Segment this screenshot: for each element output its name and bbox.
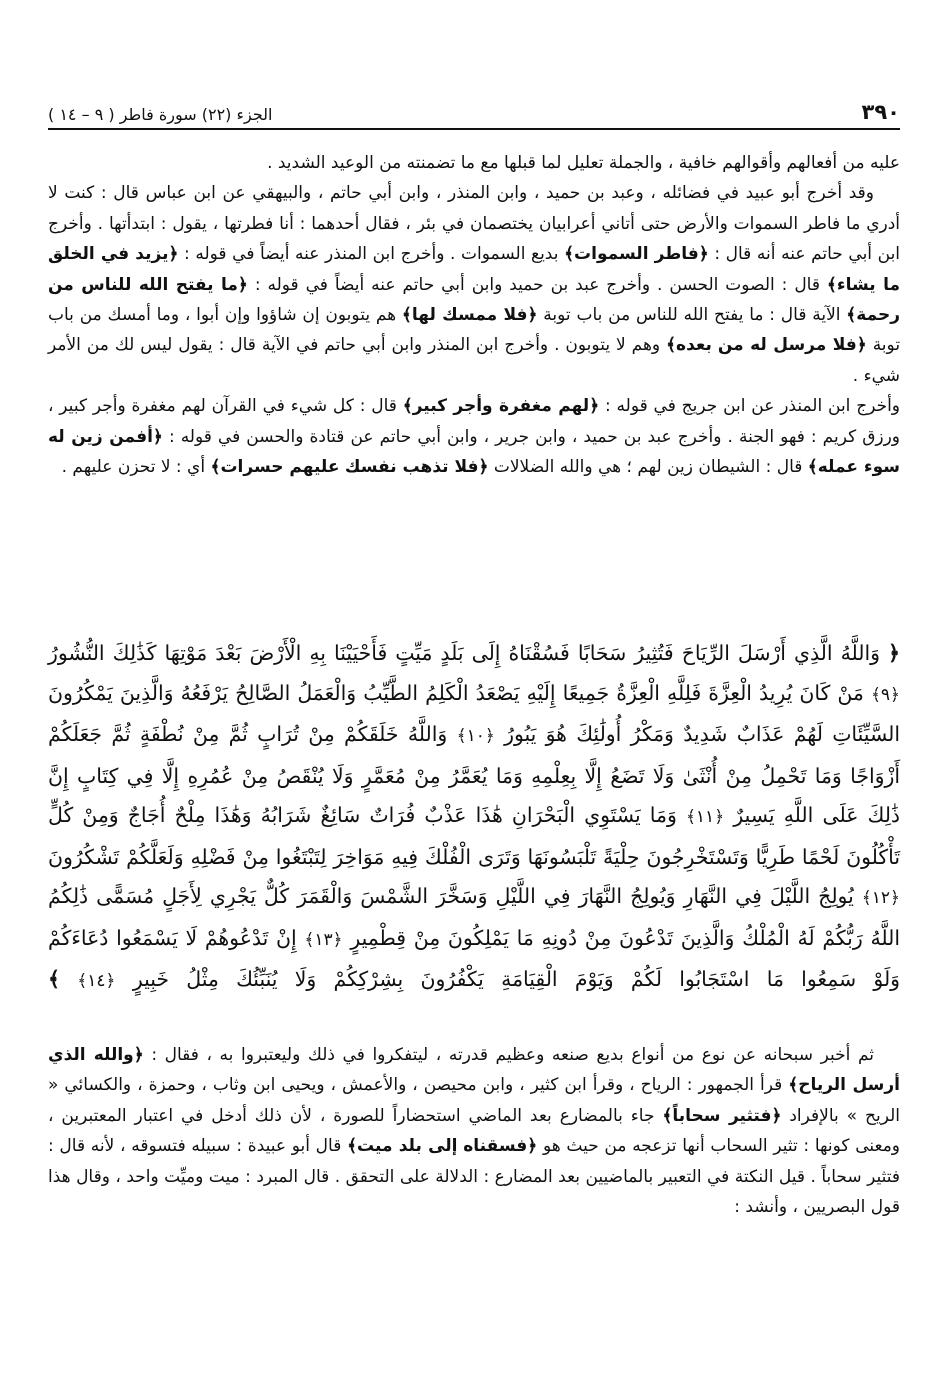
commentary-top xyxy=(48,148,900,482)
text-line: قال : كل شيء في القرآن لهم مغفرة xyxy=(131,396,397,417)
text-line: قال : كنت لا أدري ما فاطر السموات والأرض حتى أتاني أعرابيان يختصمان في بئر ، فقال أحدهما : أنا xyxy=(48,183,900,234)
quoted-verse: لهم مغفرة وأجر كبير xyxy=(412,396,590,417)
commentary-paragraph: ثم أخبر سبحانه عن نوع من أنواع بديع صنعه وعظيم قدرته ، ليتفكروا في ذلك وليعتبروا به ، فقال : ﴿والله الذي أرسل الرياح﴾ قرأ الجمهور : الرياح ، وقرأ ابن كثير ، وابن محيصن ، والأعمش ، ويحيى ابن وثاب ، وحمزة ، والكسائي « الريح » بالإفراد ﴿فتثير سحاباً﴾ جاء بالمضارع بعد الماضي استحضاراً للصورة ، لأن ذلك أدخل في اعتبار المعتبرين ، ومعنى كونها : تثير السحاب أنها تزعجه من حيث هو ﴿فسقناه إلى بلد ميت﴾ قال أبو عبيدة : سبيله فتسوقه ، لأنه قال : فتثير سحاباً . قيل النكتة في التعبير بالماضيين بعد المضارع : الدلالة على التحقق . قال المبرد : ميت وميِّت واحد ، وقال هذا قول البصريين ، وأنشد : xyxy=(48,1045,901,1218)
text-line: فطرتها ، يقول : ابتدأتها . وأخرج ابن أبي حاتم عنه أنه قال : xyxy=(48,213,901,265)
text-line: ابن وثاب ، وحمزة ، والكسائي « الريح » بالإفراد xyxy=(48,1075,900,1126)
verse-12: وَمَا يَسْتَوِي الْبَحْرَانِ هَٰذَا عَذْبٌ فُرَاتٌ سَائِغٌ شَرَابُهُ وَهَٰذَا مِلْحٌ أُجَاجٌ وَمِنْ كُلٍّ تَأْكُلُونَ لَحْمًا طَرِيًّا وَتَسْتَخْرِجُونَ حِلْيَةً تَلْبَسُونَهَا وَتَرَى الْفُلْكَ فِيهِ مَوَاخِرَ لِتَبْتَغُوا مِنْ فَضْلِهِ وَلَعَلَّكُمْ تَشْكُرُونَ xyxy=(48,803,900,869)
verse-10: مَنْ كَانَ يُرِيدُ الْعِزَّةَ فَلِلَّهِ الْعِزَّةُ جَمِيعًا إِلَيْهِ يَصْعَدُ الْكَلِمُ الطَّيِّبُ وَالْعَمَلُ الصَّالِحُ يَرْفَعُهُ وَالَّذِينَ يَمْكُرُونَ السَّيِّئَاتِ لَهُمْ عَذَابٌ شَدِيدٌ وَمَكْرُ أُولَٰئِكَ هُوَ يَبُورُ xyxy=(48,680,901,746)
commentary-paragraph: وقد أخرج أبو عبيد في فضائله ، وعبد بن حميد ، وابن المنذر ، وابن أبي حاتم ، والبيهقي عن ابن عباس قال : كنت لا أدري ما فاطر السموات والأرض حتى أتاني أعرابيان يختصمان في بئر ، فقال أحدهما : أنا فطرتها ، يقول : ابتدأتها . وأخرج ابن أبي حاتم عنه أنه قال : ﴿فاطر السموات﴾ بديع السموات . وأخرج ابن المنذر عنه أيضاً في قوله : ﴿يزيد في الخلق ما يشاء﴾ قال : الصوت الحسن . وأخرج عبد بن حميد وابن أبي حاتم عنه أيضاً في قوله : ﴿ما يفتح الله للناس من رحمة﴾ الآية قال : ما يفتح الله للناس من باب توبة ﴿فلا ممسك لها﴾ هم يتوبون إن شاؤوا وإن أبوا ، وما أمسك من باب توبة ﴿فلا مرسل له من بعده﴾ وهم لا يتوبون . وأخرج ابن المنذر وابن أبي حاتم في الآية قال : يقول ليس لك من الأمر شيء . xyxy=(48,183,901,386)
text-line: أي : لا تحزن عليهم . xyxy=(61,457,206,478)
text-line: توبة xyxy=(543,305,571,326)
quoted-verse: فلا ممسك لها xyxy=(411,305,528,326)
text-line: قال أبو عبيدة : سبيله فتسوقه ، لأنه قال : فتثير سحاباً . قيل النكتة في التعبير بالماضيين بعد xyxy=(48,1136,900,1187)
quoted-verse: فسقناه xyxy=(463,1136,528,1157)
verse-end-marker: ﴿١٤﴾ xyxy=(77,971,116,991)
text-line: في قوله : xyxy=(168,426,241,447)
quoted-verse: أفمن زين له سوء عمله xyxy=(48,426,900,478)
text-line: الآية قال : ما يفتح الله للناس من باب xyxy=(576,305,841,326)
commentary-paragraph xyxy=(48,148,900,178)
verse-end-marker: ﴿١٢﴾ xyxy=(861,888,900,908)
running-title: الجزء (٢٢) سورة فاطر ( ٩ – ١٤ ) xyxy=(48,105,273,124)
verse-13: يُولِجُ اللَّيْلَ فِي النَّهَارِ وَيُولِجُ النَّهَارَ فِي اللَّيْلِ وَسَخَّرَ الشَّمْسَ وَالْقَمَرَ كُلٌّ يَجْرِي لِأَجَلٍ مُسَمًّى ذَٰلِكُمُ اللَّهُ رَبُّكُمْ لَهُ الْمُلْكُ وَالَّذِينَ تَدْعُونَ مِنْ دُونِهِ مَا يَمْلِكُونَ مِنْ قِطْمِيرٍ xyxy=(48,884,901,950)
text-line: للصورة ، لأن ذلك أدخل في اعتبار المعتبرين ، ومعنى كونها : تثير السحاب أنها تزعجه من حيث هو xyxy=(48,1105,901,1157)
quoted-verse: ما يفتح الله للناس من رحمة xyxy=(48,274,901,326)
verse-14: إِنْ تَدْعُوهُمْ لَا يَسْمَعُوا دُعَاءَكُمْ وَلَوْ سَمِعُوا مَا اسْتَجَابُوا لَكُمْ وَيَوْمَ الْقِيَامَةِ يَكْفُرُونَ بِشِرْكِكُمْ وَلَا يُنَبِّئُكَ مِثْلُ خَبِيرٍ xyxy=(48,925,901,991)
quoted-verse: فلا مرسل له من xyxy=(717,335,857,356)
verse-end-marker: ﴿١١﴾ xyxy=(685,807,725,827)
quoted-verse: يزيد في الخلق ما يشاء xyxy=(48,244,901,295)
quoted-verse: فلا تذهب نفسك xyxy=(344,457,479,478)
text-line: قال : الصوت الحسن . وأخرج عبد بن حميد xyxy=(509,274,820,295)
text-line: عليه من أفعالهم وأقوالهم خافية ، والجملة تعليل لما قبلها مع ما تضمنته من الوعيد الشديد . xyxy=(267,153,900,173)
text-line: قرأ الجمهور : الرياح ، وقرأ ابن كثير ، وابن محيصن ، والأعمش ، ويحيى xyxy=(281,1075,783,1096)
text-line: وابن أبي حاتم عنه أيضاً في قوله : xyxy=(254,274,503,295)
quoted-verse: عليهم حسرات xyxy=(220,457,340,478)
quoted-verse: فتثير سحاباً xyxy=(672,1105,772,1126)
commentary-paragraph: وأخرج ابن المنذر عن ابن جريج في قوله : ﴿لهم مغفرة وأجر كبير﴾ قال : كل شيء في القرآن لهم مغفرة وأجر كبير ، ورزق كريم : فهو الجنة . وأخرج عبد بن حميد ، وابن جرير ، وابن أبي حاتم عن قتادة والحسن في قوله : ﴿أفمن زين له سوء عمله﴾ قال : الشيطان زين لهم ؛ هي والله الضلالات ﴿فلا تذهب نفسك عليهم حسرات﴾ أي : لا تحزن عليهم . xyxy=(48,396,901,478)
text-line: ابن المنذر عنه أيضاً في قوله : xyxy=(184,244,396,265)
text-line: المضارع : الدلالة على التحقق . قال المبرد : ميت وميِّت واحد ، وقال هذا قول البصريين ، وأنشد : xyxy=(48,1166,900,1218)
text-line: وقد أخرج أبو عبيد في فضائله ، وعبد بن حميد ، وابن المنذر ، وابن أبي حاتم ، والبيهقي عن ابن عباس xyxy=(145,183,874,204)
commentary-bottom xyxy=(48,1040,900,1222)
verse-end-marker: ﴿١٣﴾ xyxy=(304,929,343,950)
quran-verses: ﴿ وَاللَّهُ الَّذِي أَرْسَلَ الرِّيَاحَ فَتُثِيرُ سَحَابًا فَسُقْنَاهُ إِلَى بَلَدٍ مَيِّتٍ فَأَحْيَيْنَا بِهِ الْأَرْضَ بَعْدَ مَوْتِهَا كَذَٰلِكَ النُّشُورُ ﴿٩﴾ مَنْ كَانَ يُرِيدُ الْعِزَّةَ فَلِلَّهِ الْعِزَّةُ جَمِيعًا إِلَيْهِ يَصْعَدُ الْكَلِمُ الطَّيِّبُ وَالْعَمَلُ الصَّالِحُ يَرْفَعُهُ وَالَّذِينَ يَمْكُرُونَ السَّيِّئَاتِ لَهُمْ عَذَابٌ شَدِيدٌ وَمَكْرُ أُولَٰئِكَ هُوَ يَبُورُ ﴿١٠﴾ وَاللَّهُ خَلَقَكُمْ مِنْ تُرَابٍ ثُمَّ مِنْ نُطْفَةٍ ثُمَّ جَعَلَكُمْ أَزْوَاجًا وَمَا تَحْمِلُ مِنْ أُنْثَىٰ وَلَا تَضَعُ إِلَّا بِعِلْمِهِ وَمَا يُعَمَّرُ مِنْ مُعَمَّرٍ وَلَا يُنْقَصُ مِنْ عُمُرِهِ إِلَّا فِي كِتَابٍ إِنَّ ذَٰلِكَ عَلَى اللَّهِ يَسِيرٌ ﴿١١﴾ وَمَا يَسْتَوِي الْبَحْرَانِ هَٰذَا عَذْبٌ فُرَاتٌ سَائِغٌ شَرَابُهُ وَهَٰذَا مِلْحٌ أُجَاجٌ وَمِنْ كُلٍّ تَأْكُلُونَ لَحْمًا طَرِيًّا وَتَسْتَخْرِجُونَ حِلْيَةً تَلْبَسُونَهَا وَتَرَى الْفُلْكَ فِيهِ مَوَاخِرَ لِتَبْتَغُوا مِنْ فَضْلِهِ وَلَعَلَّكُمْ تَشْكُرُونَ ﴿١٢﴾ يُولِجُ اللَّيْلَ فِي النَّهَارِ وَيُولِجُ النَّهَارَ فِي اللَّيْلِ وَسَخَّرَ الشَّمْسَ وَالْقَمَرَ كُلٌّ يَجْرِي لِأَجَلٍ مُسَمًّى ذَٰلِكُمُ اللَّهُ رَبُّكُمْ لَهُ الْمُلْكُ وَالَّذِينَ تَدْعُونَ مِنْ دُونِهِ مَا يَمْلِكُونَ مِنْ قِطْمِيرٍ ﴿١٣﴾ إِنْ تَدْعُوهُمْ لَا يَسْمَعُوا دُعَاءَكُمْ وَلَوْ سَمِعُوا مَا اسْتَجَابُوا لَكُمْ وَيَوْمَ الْقِيَامَةِ يَكْفُرُونَ بِشِرْكِكُمْ وَلَا يُنَبِّئُكَ مِثْلُ خَبِيرٍ ﴿١٤﴾ ﴾ xyxy=(48,641,901,991)
text-line: قال : الشيطان زين لهم ؛ هي والله الضلالات xyxy=(493,457,803,478)
page-number: ٣٩٠ xyxy=(861,100,900,124)
quoted-verse: فاطر السموات xyxy=(574,244,699,265)
page-header xyxy=(48,86,900,130)
text-line: وأجر كبير ، ورزق كريم : فهو الجنة . وأخرج عبد بن حميد ، وابن جرير ، وابن أبي حاتم عن قتادة والحسن xyxy=(48,396,901,447)
quoted-verse: إلى بلد ميت xyxy=(357,1136,458,1157)
verse-end-marker: ﴿١٠﴾ xyxy=(456,726,495,746)
quoted-verse: بعده xyxy=(676,335,712,356)
text-line: هم يتوبون إن شاؤوا وإن أبوا ، وما أمسك من باب توبة xyxy=(48,305,901,356)
verse-9: وَاللَّهُ الَّذِي أَرْسَلَ الرِّيَاحَ فَتُثِيرُ سَحَابًا فَسُقْنَاهُ إِلَى بَلَدٍ مَيِّتٍ فَأَحْيَيْنَا بِهِ الْأَرْضَ بَعْدَ مَوْتِهَا كَذَٰلِكَ النُّشُورُ xyxy=(48,641,880,665)
text-line: بديع السموات . وأخرج xyxy=(400,244,559,265)
text-line: جاء بالمضارع بعد الماضي استحضاراً xyxy=(392,1105,655,1126)
verse-11: وَاللَّهُ خَلَقَكُمْ مِنْ تُرَابٍ ثُمَّ مِنْ نُطْفَةٍ ثُمَّ جَعَلَكُمْ أَزْوَاجًا وَمَا تَحْمِلُ مِنْ أُنْثَىٰ وَلَا تَضَعُ إِلَّا بِعِلْمِهِ وَمَا يُعَمَّرُ مِنْ مُعَمَّرٍ وَلَا يُنْقَصُ مِنْ عُمُرِهِ إِلَّا فِي كِتَابٍ إِنَّ ذَٰلِكَ عَلَى اللَّهِ يَسِيرٌ xyxy=(48,722,900,827)
text-line: وأخرج ابن المنذر عن ابن جريج في قوله : xyxy=(604,396,901,417)
text-line: ثم أخبر سبحانه عن نوع من أنواع بديع صنعه وعظيم قدرته ، ليتفكروا في ذلك وليعتبروا به ، فقال : xyxy=(151,1045,874,1065)
quoted-verse: والله الذي أرسل الرياح xyxy=(48,1045,900,1096)
text-line: وهم لا يتوبون . وأخرج ابن المنذر وابن أبي حاتم في الآية قال : يقول ليس لك من الأمر شيء . xyxy=(48,335,900,386)
verse-end-marker: ﴿٩﴾ xyxy=(870,684,901,705)
